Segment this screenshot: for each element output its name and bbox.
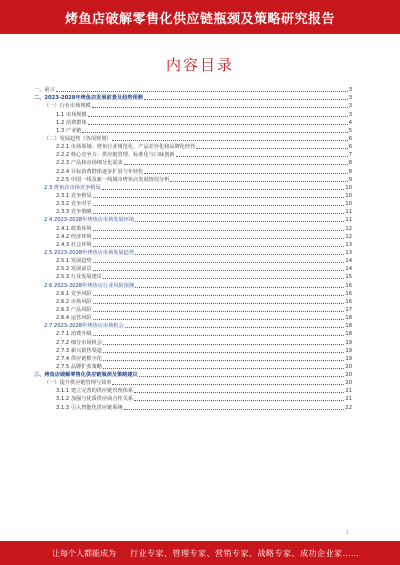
toc-entry-label: 1.2 消费群体 — [56, 119, 87, 126]
toc-entry-page: 13 — [345, 249, 352, 256]
toc-entry[interactable] — [34, 200, 352, 208]
toc-entry-page: 19 — [345, 355, 352, 362]
toc-entry-label: 2.5 2023-2028年烤鱼店市场发展趋势 — [44, 249, 135, 256]
toc-entry[interactable] — [34, 127, 352, 135]
toc-entry-page: 16 — [345, 282, 352, 289]
toc-entry[interactable] — [34, 371, 352, 379]
toc-leader-dots — [135, 221, 344, 222]
toc-entry-label: 2.6.2 市场风险 — [56, 298, 92, 305]
toc-entry[interactable] — [34, 119, 352, 127]
page-number: 1 — [346, 530, 349, 535]
toc-entry-page: 18 — [345, 331, 352, 338]
toc-leader-dots — [93, 270, 345, 271]
toc-entry-page: 3 — [348, 111, 352, 118]
toc-entry-page: 3 — [348, 87, 352, 94]
toc-entry-page: 4 — [348, 119, 352, 126]
toc-entry[interactable] — [34, 102, 352, 110]
toc-leader-dots — [134, 400, 344, 401]
toc-entry-page: 11 — [345, 209, 352, 216]
toc-entry-label: 2.5.2 发展前景 — [56, 266, 92, 273]
toc-leader-dots — [93, 319, 345, 320]
toc-entry-page: 19 — [345, 339, 352, 346]
toc-title: 内容目录 — [165, 56, 234, 74]
toc-leader-dots — [93, 213, 345, 214]
toc-entry-page: 17 — [345, 306, 352, 313]
toc-leader-dots — [112, 384, 344, 385]
document-footer — [0, 541, 400, 565]
document-title: 烤鱼店破解零售化供应链瓶颈及策略研究报告 — [64, 11, 335, 27]
toc-entry-page: 21 — [345, 388, 352, 395]
toc-entry-page: 6 — [348, 144, 352, 151]
toc-entry[interactable] — [34, 330, 352, 338]
toc-leader-dots — [88, 124, 348, 125]
toc-leader-dots — [93, 230, 345, 231]
toc-entry-label: 2.3.2 竞争对手 — [56, 201, 92, 208]
toc-leader-dots — [93, 262, 345, 263]
toc-entry-page: 22 — [345, 404, 352, 411]
toc-entry[interactable] — [34, 257, 352, 265]
toc-entry-label: 2.7.4 供应链数字化 — [56, 355, 102, 362]
toc-leader-dots — [93, 295, 345, 296]
toc-entry[interactable] — [34, 314, 352, 322]
toc-leader-dots — [124, 164, 348, 165]
toc-entry[interactable] — [34, 86, 352, 94]
toc-entry-label: 2.7.1 消费升级 — [56, 331, 92, 338]
toc-entry[interactable] — [34, 143, 352, 151]
toc-entry-label: 2.2.4 目标消费群体逐步扩展与年轻化 — [56, 168, 144, 175]
toc-entry-page: 3 — [348, 103, 352, 110]
toc-leader-dots — [93, 197, 345, 198]
toc-entry[interactable] — [34, 94, 352, 102]
toc-entry-page: 18 — [345, 315, 352, 322]
toc-leader-dots — [103, 368, 344, 369]
toc-leader-dots — [124, 409, 345, 410]
toc-entry[interactable] — [34, 233, 352, 241]
toc-entry-label: 3.1.2 加强与优质供应商合作关系 — [56, 396, 134, 403]
toc-entry-label: 2.2.2 核心竞争力：供应链管理、标准化与口味创新 — [56, 152, 175, 159]
document-header — [0, 0, 400, 34]
toc-entry[interactable] — [34, 403, 352, 411]
toc-entry-label: 2.3.3 竞争策略 — [56, 209, 92, 216]
toc-leader-dots — [88, 116, 348, 117]
toc-leader-dots — [103, 352, 344, 353]
toc-leader-dots — [144, 173, 347, 174]
toc-entry-page: 18 — [345, 323, 352, 330]
toc-entry[interactable] — [34, 110, 352, 118]
toc-leader-dots — [92, 107, 348, 108]
footer-roles: 行业专家、管理专家、营销专家、战略专家、成功企业家…… — [130, 548, 360, 558]
toc-entry-page: 13 — [345, 241, 352, 248]
toc-leader-dots — [144, 99, 348, 100]
toc-entry-label: （一）提升供应链管理与效率 — [44, 380, 112, 387]
toc-entry-label: （二）发展趋势（各项规划） — [44, 135, 112, 142]
toc-entry[interactable] — [34, 281, 352, 289]
toc-entry-label: 2.3 烤鱼店市场竞争格局 — [44, 184, 101, 191]
toc-entry[interactable] — [34, 241, 352, 249]
toc-entry-page: 3 — [348, 95, 352, 102]
toc-entry-label: 2.7.3 新兴销售渠道 — [56, 347, 102, 354]
toc-entry-page: 19 — [345, 347, 352, 354]
toc-entry[interactable] — [34, 395, 352, 403]
toc-entry[interactable] — [34, 176, 352, 184]
toc-leader-dots — [93, 335, 345, 336]
toc-entry[interactable] — [34, 379, 352, 387]
toc-entry-label: 2.2.5 中国一线及新一线城市烤鱼店发展情况分析 — [56, 176, 170, 183]
toc-entry[interactable] — [34, 151, 352, 159]
toc-entry-label: 2.7.5 品牌扩张策略 — [56, 363, 102, 370]
toc-entry-page: 16 — [345, 290, 352, 297]
toc-entry-page: 7 — [348, 152, 352, 159]
toc-entry[interactable] — [34, 249, 352, 257]
toc-entry[interactable] — [34, 338, 352, 346]
toc-leader-dots — [112, 140, 347, 141]
toc-entry-label: 1.1 市场规模 — [56, 111, 87, 118]
toc-entry-label: 2.4.3 社会环境 — [56, 241, 92, 248]
toc-entry-label: 2.3.1 竞争格局 — [56, 192, 92, 199]
toc-entry-page: 16 — [345, 298, 352, 305]
toc-entry[interactable] — [34, 192, 352, 200]
toc-entry-page: 20 — [345, 372, 352, 379]
toc-leader-dots — [103, 360, 344, 361]
toc-entry[interactable] — [34, 135, 352, 143]
toc-entry-page: 14 — [345, 266, 352, 273]
toc-entry-label: 2.6.4 运营风险 — [56, 315, 92, 322]
toc-entry[interactable] — [34, 265, 352, 273]
toc-entry-page: 20 — [345, 380, 352, 387]
toc-entry-page: 12 — [345, 233, 352, 240]
toc-entry[interactable] — [34, 322, 352, 330]
toc-leader-dots — [93, 311, 345, 312]
toc-entry-label: 2.7 2023-2028年烤鱼店市场机会 — [44, 323, 124, 330]
toc-entry[interactable] — [34, 159, 352, 167]
toc-entry[interactable] — [34, 347, 352, 355]
toc-entry[interactable] — [34, 224, 352, 232]
toc-entry[interactable] — [34, 184, 352, 192]
toc-leader-dots — [103, 344, 344, 345]
toc-entry-label: 2.4.1 政策环境 — [56, 225, 92, 232]
toc-leader-dots — [103, 278, 344, 279]
toc-entry[interactable] — [34, 273, 352, 281]
toc-entry-label: 1.3 产业链 — [56, 127, 82, 134]
toc-entry-label: （一）行业市场规模 — [44, 103, 91, 110]
toc-entry[interactable] — [34, 290, 352, 298]
toc-entry-page: 12 — [345, 225, 352, 232]
toc-entry-page: 9 — [348, 176, 352, 183]
toc-entry-label: 2.6.1 竞争风险 — [56, 290, 92, 297]
toc-leader-dots — [93, 238, 345, 239]
toc-entry-page: 20 — [345, 363, 352, 370]
toc-leader-dots — [125, 327, 345, 328]
toc-leader-dots — [135, 287, 344, 288]
toc-entry-page: 10 — [345, 184, 352, 191]
toc-entry-page: 8 — [348, 160, 352, 167]
toc-leader-dots — [102, 189, 345, 190]
toc-entry[interactable] — [34, 355, 352, 363]
toc-entry-label: 一、前言 — [34, 87, 55, 94]
toc-entry-label: 3.1.1 建立完善的供应链管理体系 — [56, 388, 134, 395]
toc-entry[interactable] — [34, 363, 352, 371]
toc-entry-label: 2.6.3 产品风险 — [56, 306, 92, 313]
toc-entry-page: 15 — [345, 274, 352, 281]
toc-leader-dots — [176, 156, 348, 157]
toc-entry-page: 11 — [345, 217, 352, 224]
toc-leader-dots — [93, 205, 345, 206]
toc-entry-label: 三、烤鱼店破解零售化供应链瓶颈及策略建议 — [34, 372, 138, 379]
toc-leader-dots — [134, 392, 344, 393]
toc-leader-dots — [196, 148, 347, 149]
toc-entry-label: 2.6 2023-2028年烤鱼店行业风险预测 — [44, 282, 135, 289]
toc-entry[interactable] — [34, 216, 352, 224]
toc-entry-page: 5 — [348, 127, 352, 134]
footer-slogan: 让每个人都能成为 — [52, 548, 116, 558]
toc-entry[interactable] — [34, 306, 352, 314]
toc-leader-dots — [56, 91, 348, 92]
toc-entry-page: 8 — [348, 168, 352, 175]
toc-entry-label: 2.2.1 市场领域：烤鱼行业规范化，产品差异化和品牌化经营 — [56, 144, 196, 151]
toc-entry[interactable] — [34, 208, 352, 216]
toc-leader-dots — [170, 181, 347, 182]
table-of-contents — [34, 86, 352, 412]
toc-entry-label: 2.4 2023-2028年烤鱼店市场发展环境 — [44, 217, 135, 224]
toc-entry-label: 3.1.3 引入智能化供应链系统 — [56, 404, 123, 411]
toc-entry-page: 6 — [348, 135, 352, 142]
toc-entry-label: 二、2023-2028年烤鱼店发展前景及趋势预测 — [34, 95, 143, 102]
toc-leader-dots — [82, 132, 347, 133]
toc-entry[interactable] — [34, 298, 352, 306]
toc-entry-label: 2.2.3 产品和市场细分化需求 — [56, 160, 123, 167]
toc-entry-label: 2.5.3 行业发展建议 — [56, 274, 102, 281]
toc-entry-label: 2.5.1 发展趋势 — [56, 258, 92, 265]
toc-entry-page: 21 — [345, 396, 352, 403]
toc-leader-dots — [93, 246, 345, 247]
toc-leader-dots — [139, 376, 345, 377]
toc-entry-page: 10 — [345, 192, 352, 199]
toc-entry-label: 2.4.2 经济环境 — [56, 233, 92, 240]
toc-entry-page: 10 — [345, 201, 352, 208]
toc-entry-label: 2.7.2 细分市场机会 — [56, 339, 102, 346]
toc-entry[interactable] — [34, 387, 352, 395]
toc-entry[interactable] — [34, 167, 352, 175]
toc-leader-dots — [93, 303, 345, 304]
toc-entry-page: 14 — [345, 258, 352, 265]
toc-leader-dots — [135, 254, 344, 255]
